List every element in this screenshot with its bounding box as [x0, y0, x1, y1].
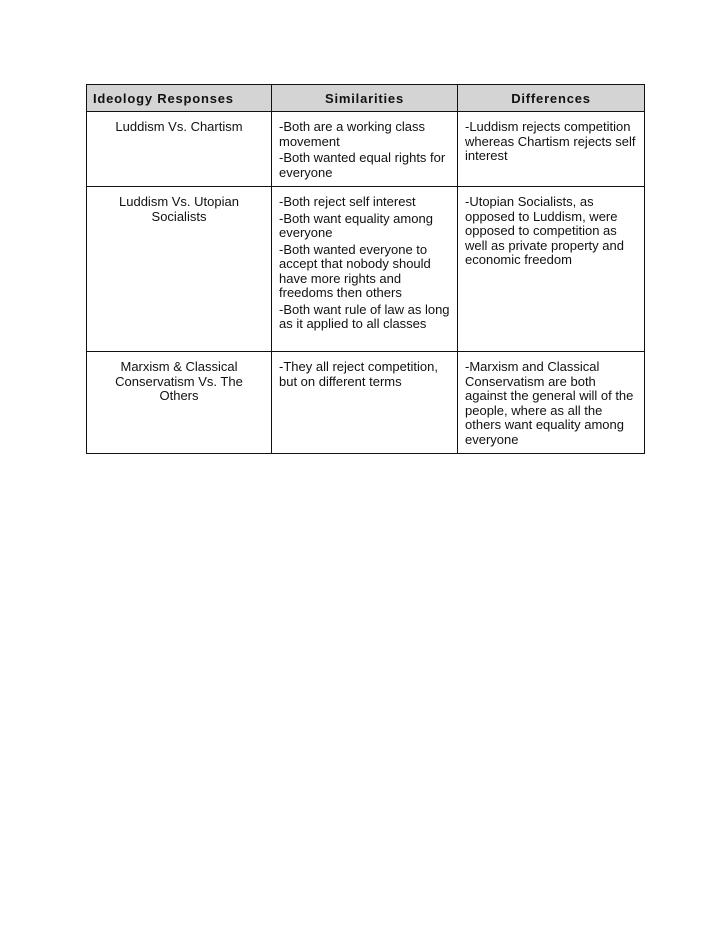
ideology-name-cell: Marxism & Classical Conservatism Vs. The Others: [87, 352, 272, 454]
ideology-name-cell: Luddism Vs. Utopian Socialists: [87, 187, 272, 352]
differences-cell: [458, 112, 645, 187]
similarities-cell: [272, 352, 458, 454]
similarity-point: -They all reject competition, but on different terms: [279, 359, 438, 389]
similarity-point: -Both want equality among everyone: [279, 210, 433, 240]
similarities-cell: [272, 187, 458, 352]
ideology-name-cell: Luddism Vs. Chartism: [87, 112, 272, 187]
similarity-point: -Both reject self interest: [279, 194, 416, 209]
header-ideology-responses: Ideology Responses: [87, 85, 272, 112]
similarity-point: -Both are a working class movement: [279, 119, 425, 149]
header-row: [87, 85, 645, 112]
differences-cell: [458, 352, 645, 454]
difference-point: -Utopian Socialists, as opposed to Luddism, were opposed to competition as well as private property and economic freedom: [465, 194, 624, 267]
similarity-point: -Both wanted equal rights for everyone: [279, 150, 446, 180]
ideology-comparison-table: [86, 84, 645, 454]
similarities-cell: [272, 112, 458, 187]
table-row: [87, 352, 645, 454]
table-row: [87, 187, 645, 352]
similarity-point: -Both wanted everyone to accept that nobody should have more rights and freedoms then others: [279, 241, 431, 300]
difference-point: -Luddism rejects competition whereas Chartism rejects self interest: [465, 119, 636, 163]
differences-cell: [458, 187, 645, 352]
difference-point: -Marxism and Classical Conservatism are both against the general will of the people, where as all the others want equality among everyone: [465, 359, 634, 447]
similarity-point: -Both want rule of law as long as it applied to all classes: [279, 301, 450, 331]
header-similarities: Similarities: [272, 85, 458, 112]
header-differences: Differences: [458, 85, 645, 112]
table-row: [87, 112, 645, 187]
